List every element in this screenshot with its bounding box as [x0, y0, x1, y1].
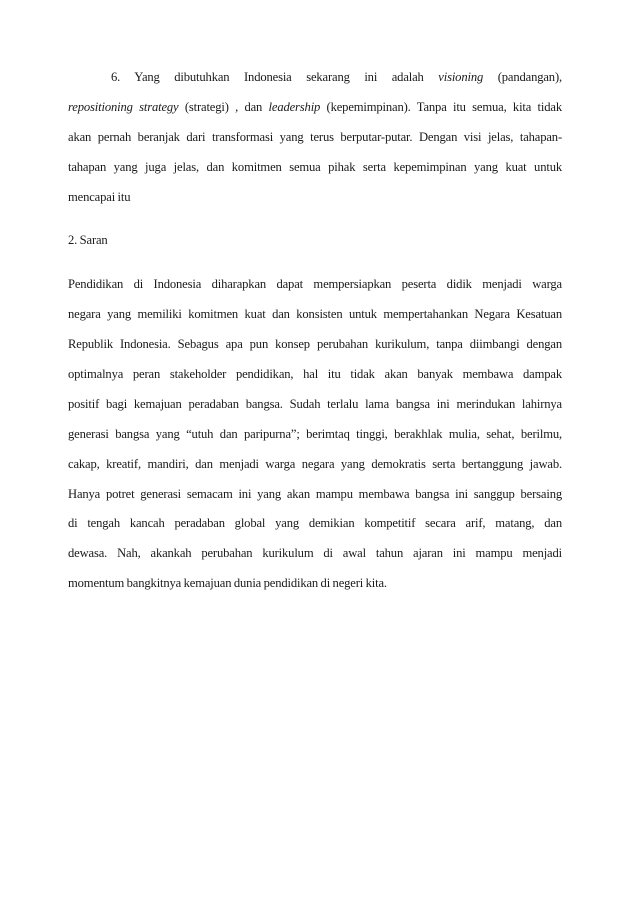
paragraph-line: generasi bangsa yang “utuh dan paripurna”; berimtaq tinggi, berakhlak mulia, sehat, berilmu,: [68, 426, 562, 441]
paragraph-line: di tengah kancah peradaban global yang demikian kompetitif secara arif, matang, dan: [68, 516, 562, 531]
emphasis-term: leadership: [268, 99, 321, 114]
paragraph-line: negara yang memiliki komitmen kuat dan konsisten untuk mempertahankan Negara Kesatuan: [68, 307, 562, 322]
point-6-paragraph: [68, 69, 562, 218]
section-heading: 2. Saran: [68, 233, 108, 248]
list-number: 6.: [111, 70, 121, 84]
paragraph-line: tahapan yang juga jelas, dan komitmen semua pihak serta kepemimpinan yang kuat untuk: [68, 159, 562, 174]
paragraph-line: Hanya potret generasi semacam ini yang akan mampu membawa bangsa ini sanggup bersaing: [68, 486, 562, 501]
paragraph-line: momentum bangkitnya kemajuan dunia pendidikan di negeri kita.: [68, 576, 387, 591]
spacer: [68, 218, 562, 232]
paragraph-line: akan pernah beranjak dari transformasi yang terus berputar-putar. Dengan visi jelas, tahapan-: [68, 129, 562, 144]
paragraph-line: positif bagi kemajuan peradaban bangsa. Sudah terlalu lama bangsa ini merindukan lahirnya: [68, 396, 562, 411]
document-page: [68, 69, 562, 605]
paragraph-line: repositioning strategy (strategi) , dan leadership (kepemimpinan). Tanpa itu semua, kita tidak: [68, 99, 562, 114]
spacer: [68, 262, 562, 276]
paragraph-line: optimalnya peran stakeholder pendidikan, hal itu tidak akan banyak membawa dampak: [68, 367, 562, 382]
paragraph-line: cakap, kreatif, mandiri, dan menjadi warga negara yang demokratis serta bertanggung jawab.: [68, 456, 562, 471]
saran-paragraph: [68, 276, 562, 605]
paragraph-line: mencapai itu: [68, 189, 131, 204]
paragraph-line: 6. Yang dibutuhkan Indonesia sekarang ini adalah visioning (pandangan),: [111, 70, 562, 84]
emphasis-term: repositioning strategy: [68, 99, 179, 114]
paragraph-line: Republik Indonesia. Sebagus apa pun konsep perubahan kurikulum, tanpa diimbangi dengan: [68, 337, 562, 352]
paragraph-line: dewasa. Nah, akankah perubahan kurikulum di awal tahun ajaran ini mampu menjadi: [68, 546, 562, 561]
paragraph-line: Pendidikan di Indonesia diharapkan dapat mempersiapkan peserta didik menjadi warga: [68, 277, 562, 292]
emphasis-term: visioning: [438, 70, 484, 84]
